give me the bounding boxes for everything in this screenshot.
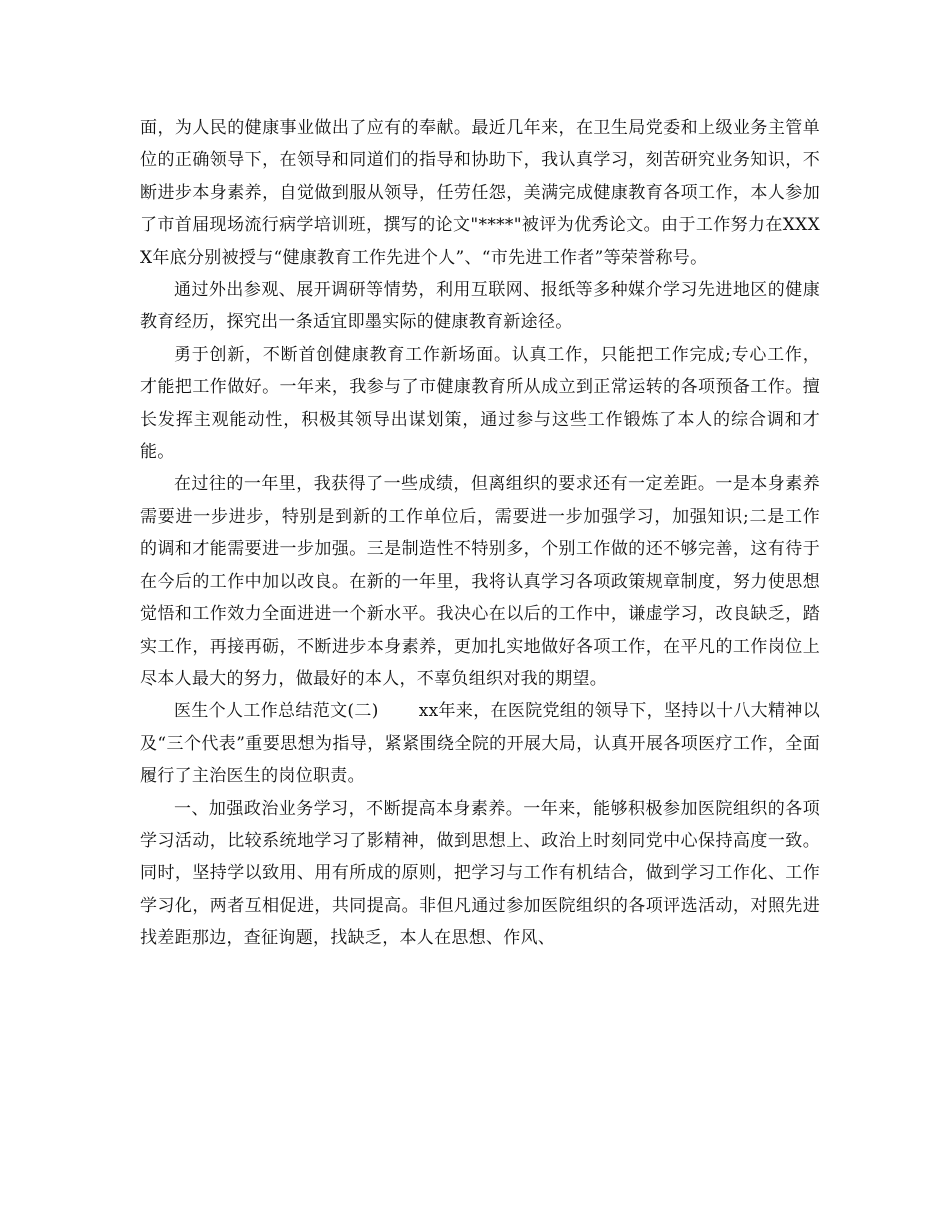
paragraph-3: 勇于创新，不断首创健康教育工作新场面。认真工作，只能把工作完成;专心工作，才能把工作做好。一年来，我参与了市健康教育所从成立到正常运转的各项预备工作。擅长发挥主观能动性，积极其领导出谋划策，通过参与这些工作锻炼了本人的综合调和才能。 bbox=[140, 344, 820, 463]
paragraph-4: 在过往的一年里，我获得了一些成绩，但离组织的要求还有一定差距。一是本身素养需要进一步进步，特别是到新的工作单位后，需要进一步加强学习，加强知识;二是工作的调和才能需要进一步加强。三是制造性不特别多，个别工作做的还不够完善，这有待于在今后的工作中加以改良。在新的一年里，我将认真学习各项政策规章制度，努力使思想觉悟和工作效力全面进进一个新水平。我决心在以后的工作中，谦虚学习，改良缺乏，踏实工作，再接再砺，不断进步本身素养，更加扎实地做好各项工作，在平凡的工作岗位上尽本人最大的努力，做最好的本人，不辜负组织对我的期望。 bbox=[140, 474, 820, 689]
paragraph-1: 面，为人民的健康事业做出了应有的奉献。最近几年来，在卫生局党委和上级业务主管单位的正确领导下，在领导和同道们的指导和协助下，我认真学习，刻苦研究业务知识，不断进步本身素养，自觉做到服从领导，任劳任怨，美满完成健康教育各项工作，本人参加了市首届现场流行病学培训班，撰写的论文"****"被评为优秀论文。由于工作努力在XXXX年底分别被授与“健康教育工作先进个人”、“市先进工作者”等荣誉称号。 bbox=[140, 118, 820, 268]
document-body bbox=[140, 112, 820, 955]
section-heading: 医生个人工作总结范文(二) bbox=[174, 701, 379, 722]
paragraph-6: 一、加强政治业务学习，不断提高本身素养。一年来，能够积极参加医院组织的各项学习活动，比较系统地学习了影精神，做到思想上、政治上时刻同党中心保持高度一致。同时，坚持学以致用、用有所成的原则，把学习与工作有机结合，做到学习工作化、工作学习化，两者互相促进，共同提高。非但凡通过参加医院组织的各项评选活动，对照先进找差距那边，查征询题，找缺乏，本人在思想、作风、 bbox=[140, 798, 820, 949]
paragraph-5-text: xx年来，在医院党组的领导下，坚持以十八大精神以及“三个代表”重要思想为指导，紧紧围绕全院的开展大局，认真开展各项医疗工作，全面履行了主治医生的岗位职责。 bbox=[140, 701, 821, 787]
paragraph-2: 通过外出参观、展开调研等情势，利用互联网、报纸等多种媒介学习先进地区的健康教育经历，探究出一条适宜即墨实际的健康教育新途径。 bbox=[140, 280, 820, 333]
paragraph-5 bbox=[140, 695, 820, 792]
